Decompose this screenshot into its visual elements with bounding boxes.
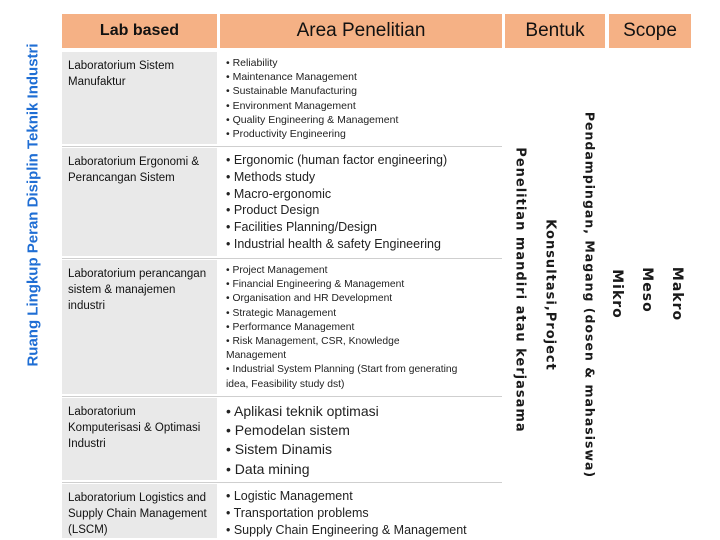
area-item: • Financial Engineering & Management bbox=[226, 279, 405, 291]
row-divider bbox=[62, 146, 502, 147]
area-item: • Quality Engineering & Management bbox=[226, 113, 399, 126]
area-item: Management bbox=[226, 350, 287, 362]
lab-cell bbox=[62, 52, 217, 144]
area-item: • Sistem Dinamis bbox=[226, 441, 333, 458]
bentuk-penelitian: Penelitian mandiri atau kerjasama bbox=[512, 147, 528, 433]
lab-cell bbox=[62, 398, 217, 480]
area-item: • Industrial health & safety Engineering bbox=[226, 236, 441, 251]
area-item: • Ergonomic (human factor engineering) bbox=[226, 153, 448, 167]
scope-mikro: Mikro bbox=[609, 269, 625, 319]
side-title bbox=[0, 0, 50, 400]
lab-name: Laboratorium Logistics and Supply Chain Management (LSCM) bbox=[68, 492, 207, 536]
area-item: • Organisation and HR Development bbox=[226, 293, 393, 305]
area-item: • Facilities Planning/Design bbox=[226, 220, 377, 235]
header-scope: Scope bbox=[609, 14, 691, 48]
area-item: • Reliability bbox=[226, 57, 278, 69]
lab-cell bbox=[62, 484, 217, 538]
lab-name: Laboratorium Ergonomi & Perancangan Sistem bbox=[68, 156, 200, 184]
area-item: • Project Management bbox=[226, 265, 328, 276]
scope-meso: Meso bbox=[639, 267, 655, 313]
bentuk-pendampingan: Pendampingan, Magang (dosen & mahasiswa) bbox=[582, 111, 598, 479]
area-item: idea, Feasibility study dst) bbox=[226, 378, 345, 390]
area-item: • Aplikasi teknik optimasi bbox=[226, 403, 379, 419]
area-cell bbox=[220, 398, 502, 480]
area-item: • Pemodelan sistem bbox=[226, 422, 350, 439]
header-area-penelitian: Area Penelitian bbox=[220, 14, 502, 48]
area-item: • Product Design bbox=[226, 203, 320, 218]
row-divider bbox=[62, 482, 502, 483]
area-item: • Data mining bbox=[226, 460, 310, 477]
area-cell bbox=[220, 52, 502, 144]
area-item: • Environment Management bbox=[226, 99, 356, 112]
bentuk-konsultasi: Konsultasi,Project bbox=[542, 219, 558, 371]
scope-makro: Makro bbox=[669, 266, 685, 322]
area-item: • Performance Management bbox=[226, 321, 355, 333]
row-divider bbox=[62, 258, 502, 259]
area-cell bbox=[220, 484, 502, 538]
area-item: • Industrial System Planning (Start from generating bbox=[226, 364, 458, 376]
lab-cell bbox=[62, 148, 217, 256]
area-item: • Logistic Management bbox=[226, 489, 353, 503]
area-item: • Methods study bbox=[226, 169, 316, 184]
header-lab-based: Lab based bbox=[62, 14, 217, 48]
row-divider bbox=[62, 396, 502, 397]
area-item: • Sustainable Manufacturing bbox=[226, 85, 357, 98]
area-item: • Macro-ergonomic bbox=[226, 186, 332, 201]
area-item: • Transportation problems bbox=[226, 505, 369, 520]
area-item: • Risk Management, CSR, Knowledge bbox=[226, 336, 400, 348]
header-bentuk: Bentuk bbox=[505, 14, 605, 48]
lab-cell bbox=[62, 260, 217, 394]
area-item: • Productivity Engineering bbox=[226, 128, 346, 141]
lab-name: Laboratorium perancangan sistem & manajemen industri bbox=[68, 268, 207, 312]
area-item: • Strategic Management bbox=[226, 307, 337, 319]
area-item: • Maintenance Management bbox=[226, 71, 357, 84]
lab-name: Laboratorium Komputerisasi & Optimasi Industri bbox=[68, 406, 201, 450]
side-title-text: Ruang Lingkup Peran Disiplin Teknik Industri bbox=[24, 43, 42, 367]
area-cell bbox=[220, 260, 502, 394]
area-cell bbox=[220, 148, 502, 256]
area-item: • Supply Chain Engineering & Management bbox=[226, 522, 467, 537]
lab-name: Laboratorium Sistem Manufaktur bbox=[68, 60, 175, 88]
